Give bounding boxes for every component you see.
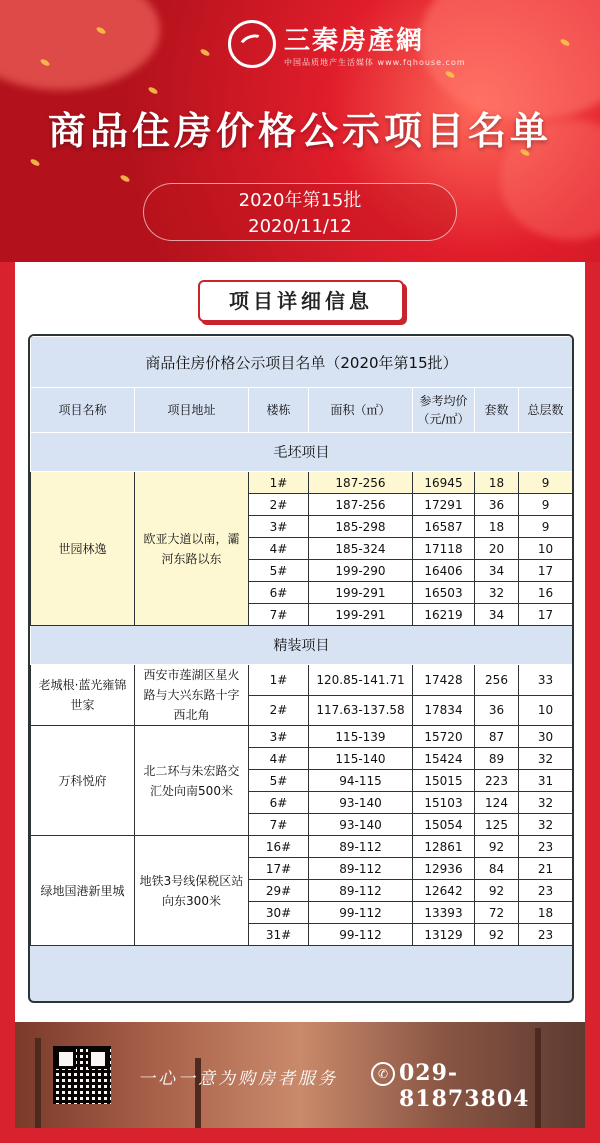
table-footer-space — [31, 946, 573, 989]
hero-banner — [0, 0, 600, 262]
price-cell: 12642 — [413, 880, 475, 902]
building-cell: 2# — [249, 695, 309, 726]
brand-tagline: 中国品质地产生活媒体 www.fqhouse.com — [284, 58, 466, 67]
col-header-address: 项目地址 — [135, 388, 249, 433]
price-cell: 12936 — [413, 858, 475, 880]
price-cell: 15015 — [413, 770, 475, 792]
price-cell: 16587 — [413, 516, 475, 538]
building-cell: 4# — [249, 748, 309, 770]
price-table — [30, 336, 573, 988]
brand-logo-icon — [228, 20, 276, 68]
units-cell: 125 — [475, 814, 519, 836]
floors-cell: 32 — [519, 792, 573, 814]
floors-cell: 10 — [519, 695, 573, 726]
price-cell: 17291 — [413, 494, 475, 516]
building-cell: 7# — [249, 814, 309, 836]
price-cell: 17834 — [413, 695, 475, 726]
price-cell: 16219 — [413, 604, 475, 626]
footer-slogan: 一心一意为购房者服务 — [138, 1069, 338, 1089]
building-cell: 6# — [249, 792, 309, 814]
project-address-cell: 北二环与朱宏路交汇处向南500米 — [135, 726, 249, 836]
units-cell: 32 — [475, 582, 519, 604]
floors-cell: 23 — [519, 880, 573, 902]
floors-cell: 23 — [519, 836, 573, 858]
price-cell: 17428 — [413, 665, 475, 696]
col-header-floors: 总层数 — [519, 388, 573, 433]
units-cell: 18 — [475, 516, 519, 538]
brand-logo — [228, 20, 466, 68]
project-name-cell: 万科悦府 — [31, 726, 135, 836]
col-header-price: 参考均价（元/㎡） — [413, 388, 475, 433]
section-title: 项目详细信息 — [198, 280, 404, 322]
area-cell: 199-291 — [309, 604, 413, 626]
price-cell: 16406 — [413, 560, 475, 582]
project-address-cell: 地铁3号线保税区站向东300米 — [135, 836, 249, 946]
building-cell: 1# — [249, 472, 309, 494]
project-name-cell: 绿地国港新里城 — [31, 836, 135, 946]
page-title: 商品住房价格公示项目名单 — [47, 109, 552, 153]
price-cell: 15424 — [413, 748, 475, 770]
area-cell: 89-112 — [309, 858, 413, 880]
bottom-strip — [0, 1128, 600, 1143]
price-cell: 12861 — [413, 836, 475, 858]
price-cell: 15103 — [413, 792, 475, 814]
category-finished: 精装项目 — [31, 626, 573, 665]
project-address-cell: 欧亚大道以南，灞河东路以东 — [135, 472, 249, 626]
floors-cell: 31 — [519, 770, 573, 792]
units-cell: 124 — [475, 792, 519, 814]
building-cell: 1# — [249, 665, 309, 696]
area-cell: 93-140 — [309, 814, 413, 836]
units-cell: 92 — [475, 924, 519, 946]
footer-banner — [15, 1022, 585, 1128]
floors-cell: 32 — [519, 814, 573, 836]
floors-cell: 33 — [519, 665, 573, 696]
floors-cell: 9 — [519, 516, 573, 538]
area-cell: 185-324 — [309, 538, 413, 560]
units-cell: 92 — [475, 880, 519, 902]
table-title: 商品住房价格公示项目名单（2020年第15批） — [31, 337, 573, 388]
table-row — [31, 665, 573, 696]
area-cell: 115-139 — [309, 726, 413, 748]
units-cell: 34 — [475, 604, 519, 626]
area-cell: 89-112 — [309, 880, 413, 902]
units-cell: 223 — [475, 770, 519, 792]
units-cell: 87 — [475, 726, 519, 748]
project-group — [31, 836, 573, 946]
area-cell: 93-140 — [309, 792, 413, 814]
area-cell: 94-115 — [309, 770, 413, 792]
area-cell: 89-112 — [309, 836, 413, 858]
brand-name: 三秦房產網 — [284, 26, 425, 56]
project-group — [31, 472, 573, 626]
units-cell: 89 — [475, 748, 519, 770]
units-cell: 34 — [475, 560, 519, 582]
category-rough: 毛坯项目 — [31, 433, 573, 472]
building-cell: 3# — [249, 726, 309, 748]
building-cell: 2# — [249, 494, 309, 516]
area-cell: 185-298 — [309, 516, 413, 538]
floors-cell: 17 — [519, 560, 573, 582]
building-cell: 3# — [249, 516, 309, 538]
project-name-cell: 世园林逸 — [31, 472, 135, 626]
table-row — [31, 836, 573, 858]
building-cell: 31# — [249, 924, 309, 946]
table-row — [31, 726, 573, 748]
units-cell: 36 — [475, 695, 519, 726]
building-cell: 5# — [249, 560, 309, 582]
building-cell: 30# — [249, 902, 309, 924]
floors-cell: 23 — [519, 924, 573, 946]
area-cell: 117.63-137.58 — [309, 695, 413, 726]
area-cell: 187-256 — [309, 494, 413, 516]
project-group — [31, 665, 573, 726]
price-cell: 17118 — [413, 538, 475, 560]
project-address-cell: 西安市莲湖区星火路与大兴东路十字西北角 — [135, 665, 249, 726]
floors-cell: 21 — [519, 858, 573, 880]
area-cell: 199-290 — [309, 560, 413, 582]
area-cell: 120.85-141.71 — [309, 665, 413, 696]
building-cell: 5# — [249, 770, 309, 792]
col-header-name: 项目名称 — [31, 388, 135, 433]
col-header-building: 楼栋 — [249, 388, 309, 433]
units-cell: 72 — [475, 902, 519, 924]
building-cell: 16# — [249, 836, 309, 858]
project-name-cell: 老城根·蓝光雍锦世家 — [31, 665, 135, 726]
area-cell: 99-112 — [309, 924, 413, 946]
building-cell: 4# — [249, 538, 309, 560]
price-cell: 15054 — [413, 814, 475, 836]
units-cell: 20 — [475, 538, 519, 560]
floors-cell: 17 — [519, 604, 573, 626]
batch-date: 2020/11/12 — [248, 216, 352, 237]
units-cell: 18 — [475, 472, 519, 494]
area-cell: 187-256 — [309, 472, 413, 494]
floors-cell: 9 — [519, 494, 573, 516]
phone-icon: ✆ — [371, 1062, 395, 1086]
units-cell: 92 — [475, 836, 519, 858]
batch-label: 2020年第15批 — [238, 190, 362, 211]
footer-phone[interactable]: 029-81873804 — [399, 1060, 530, 1112]
building-cell: 17# — [249, 858, 309, 880]
units-cell: 84 — [475, 858, 519, 880]
price-cell: 15720 — [413, 726, 475, 748]
building-cell: 6# — [249, 582, 309, 604]
batch-info — [143, 183, 457, 241]
price-cell: 16945 — [413, 472, 475, 494]
table-header — [31, 388, 573, 433]
units-cell: 256 — [475, 665, 519, 696]
table-row — [31, 472, 573, 494]
building-cell: 29# — [249, 880, 309, 902]
price-table-container — [28, 334, 574, 1003]
building-cell: 7# — [249, 604, 309, 626]
price-cell: 16503 — [413, 582, 475, 604]
area-cell: 99-112 — [309, 902, 413, 924]
price-cell: 13129 — [413, 924, 475, 946]
units-cell: 36 — [475, 494, 519, 516]
col-header-area: 面积（㎡） — [309, 388, 413, 433]
floors-cell: 10 — [519, 538, 573, 560]
floors-cell: 9 — [519, 472, 573, 494]
project-group — [31, 726, 573, 836]
col-header-units: 套数 — [475, 388, 519, 433]
floors-cell: 16 — [519, 582, 573, 604]
floors-cell: 18 — [519, 902, 573, 924]
area-cell: 115-140 — [309, 748, 413, 770]
price-cell: 13393 — [413, 902, 475, 924]
area-cell: 199-291 — [309, 582, 413, 604]
floors-cell: 30 — [519, 726, 573, 748]
qr-code-icon[interactable] — [53, 1046, 111, 1104]
floors-cell: 32 — [519, 748, 573, 770]
